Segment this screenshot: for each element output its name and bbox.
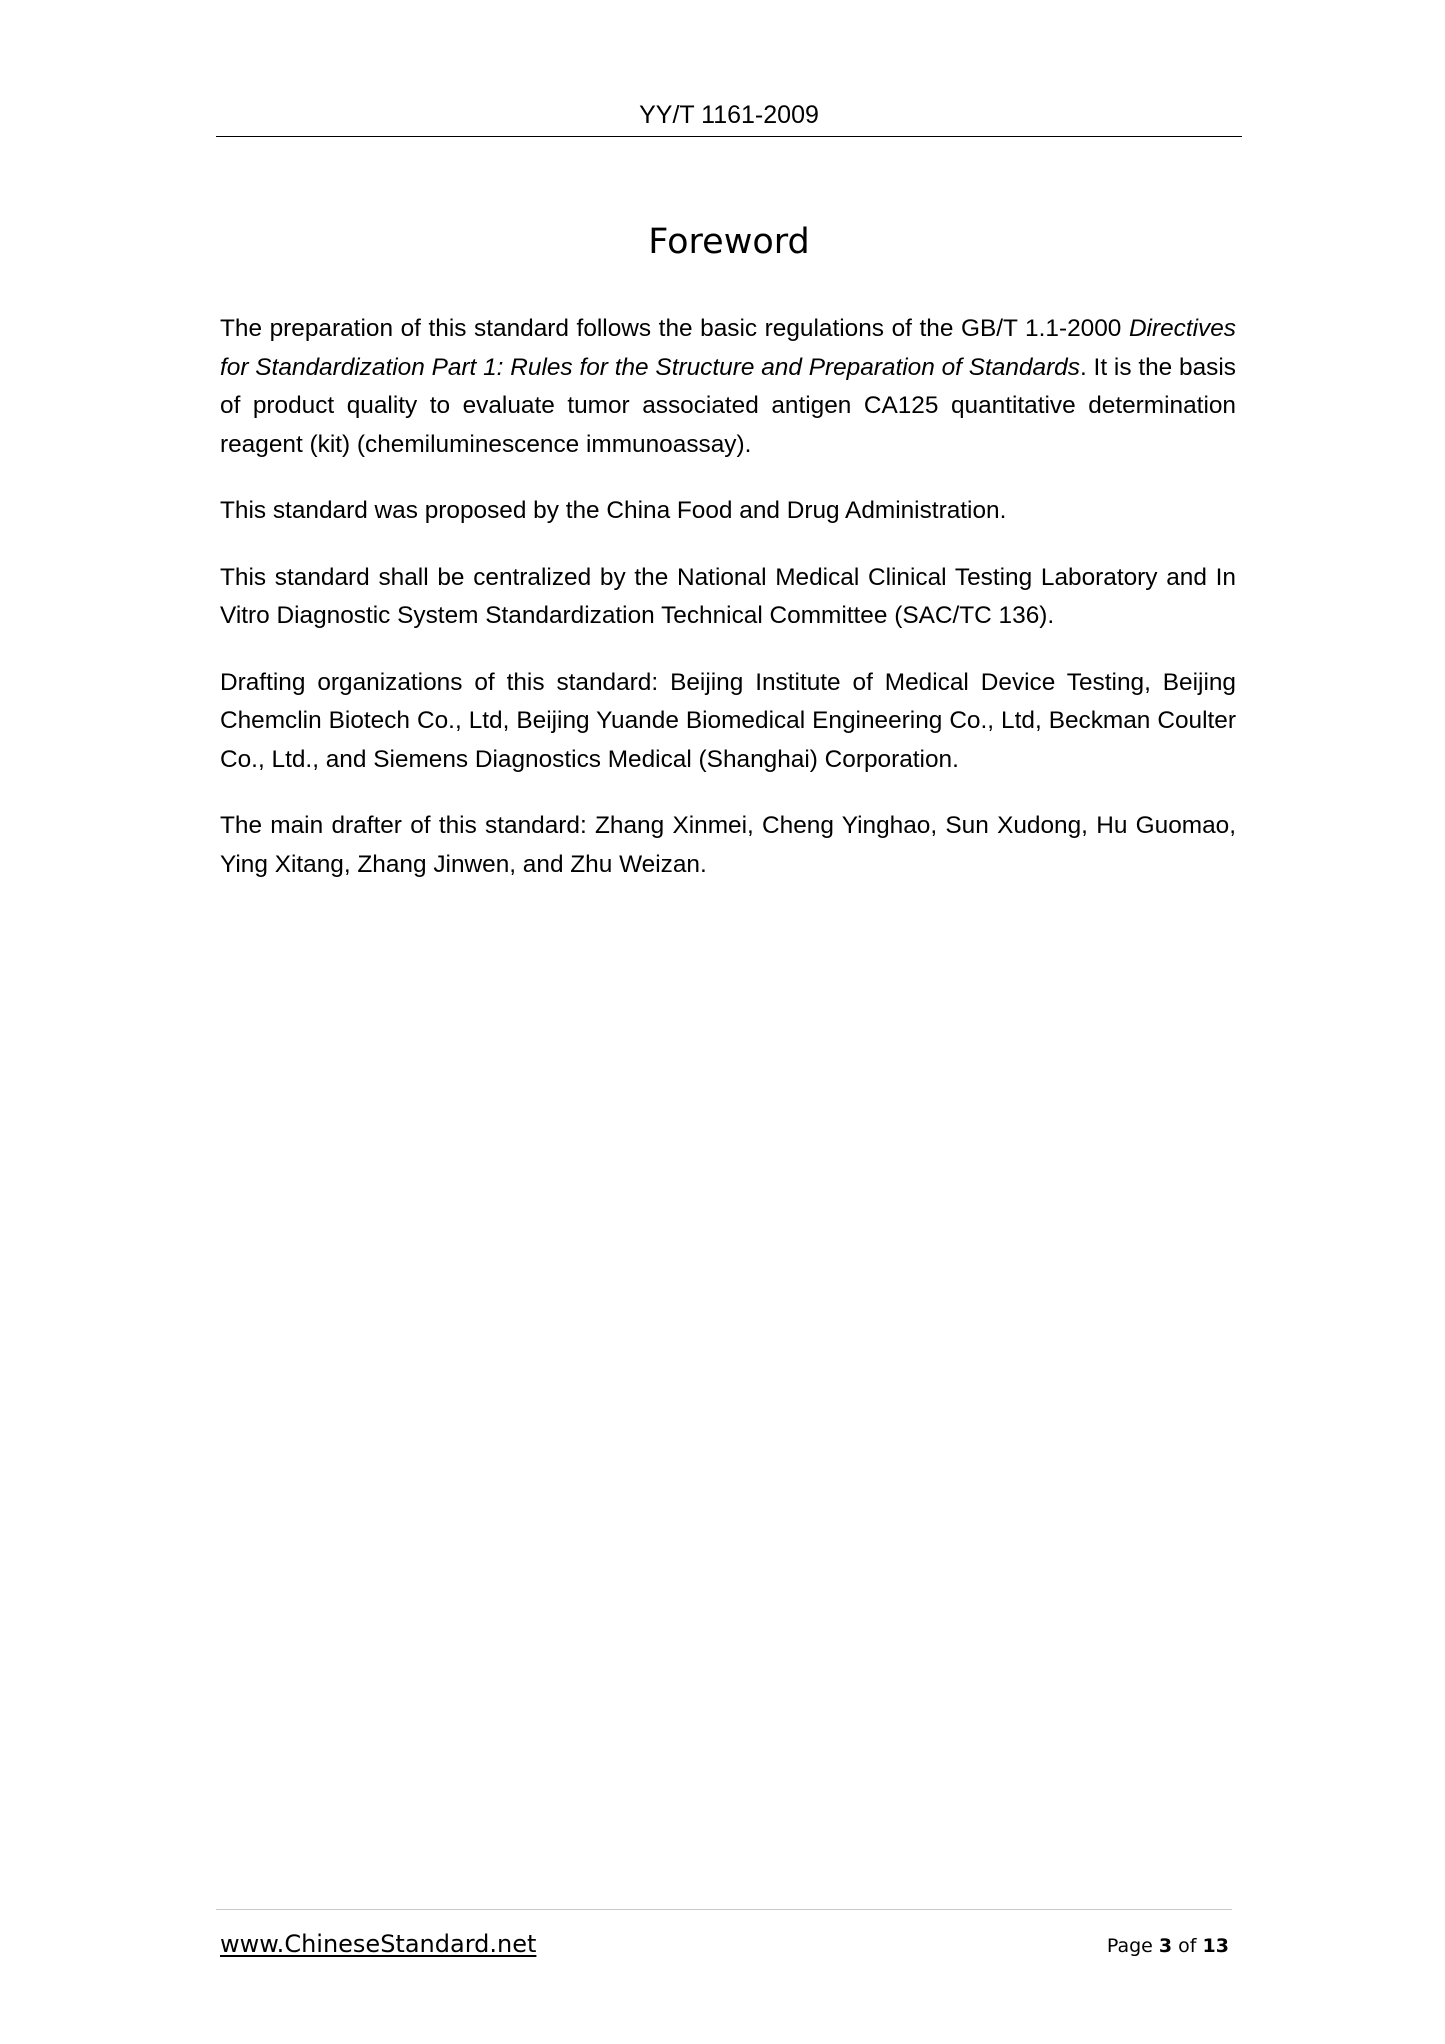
page-label: Page (1106, 1935, 1153, 1957)
total-pages-number: 13 (1202, 1935, 1229, 1957)
document-number-header: YY/T 1161-2009 (639, 101, 819, 129)
paragraph-main-drafters: The main drafter of this standard: Zhang Xinmei, Cheng Yinghao, Sun Xudong, Hu Guomao, Ying Xitang, Zhang Jinwen, and Zhu Weizan. (220, 812, 1236, 878)
current-page-number: 3 (1158, 1935, 1173, 1957)
foreword-body (220, 310, 1236, 912)
paragraph-centralized-by: This standard shall be centralized by the National Medical Clinical Testing Laboratory and In Vitro Diagnostic System Standardization Technical Committee (SAC/TC 136). (220, 563, 1236, 629)
paragraph-preparation-text-cont: . It is the basis of product quality to evaluate tumor associated antigen CA125 quantitative determination reagent (kit) (chemiluminescence immunoassay). (220, 353, 1236, 458)
website-link[interactable]: www.ChineseStandard.net (220, 1930, 537, 1958)
paragraph-drafting-organizations: Drafting organizations of this standard: Beijing Institute of Medical Device Testing, Beijing Chemclin Biotech Co., Ltd, Beijing Yuande Biomedical Engineering Co., Ltd, Beckman Coulter Co., Ltd., and Siemens Diagnostics Medical (Shanghai) Corporation. (220, 668, 1236, 773)
paragraph-preparation-text: The preparation of this standard follows the basic regulations of the GB/T 1.1-2000 (220, 315, 1122, 342)
page-title: Foreword (648, 222, 810, 262)
page-indicator (1107, 1933, 1229, 1959)
header-divider (216, 136, 1242, 137)
page-of-label: of (1178, 1935, 1197, 1957)
paragraph-proposed-by: This standard was proposed by the China Food and Drug Administration. (220, 497, 1007, 524)
footer-divider (216, 1909, 1232, 1910)
directive-title-italic: Directives for Standardization Part 1: Rules for the Structure and Preparation of Standards (220, 315, 1237, 381)
paragraph-preparation (220, 310, 1236, 464)
